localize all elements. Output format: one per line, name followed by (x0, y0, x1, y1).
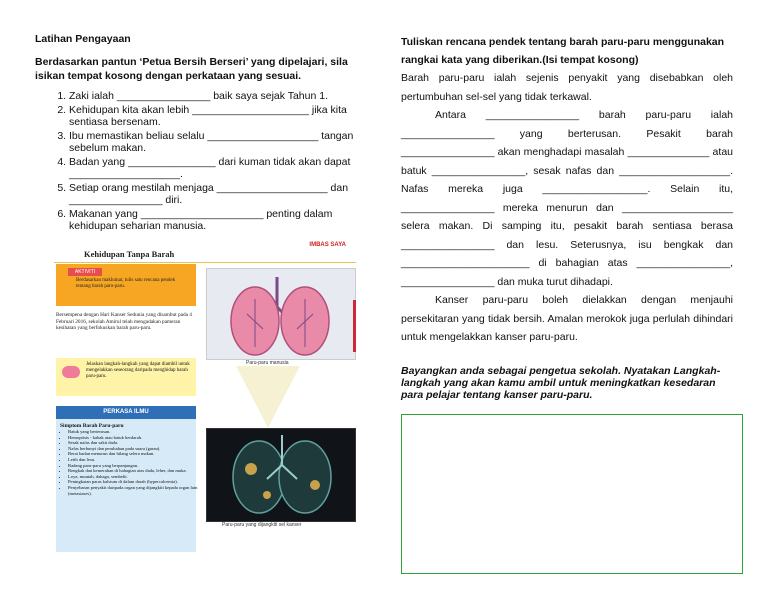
list-item: • Loya, muntah, dahaga, sembelit. (68, 474, 202, 480)
exercise-heading: Latihan Pengayaan (35, 33, 131, 45)
answer-box[interactable] (401, 414, 743, 574)
list-item: • Batuk yang berterusan. (68, 429, 202, 435)
caption-healthy-lungs: Paru-paru manusia (246, 360, 289, 366)
list-item: • Hemoptisis - kahak atau batuk berdarah. (68, 435, 202, 441)
brain-icon (62, 366, 80, 378)
activity-box (56, 264, 196, 306)
left-column (35, 33, 365, 234)
list-item: • Letih dan lesu. (68, 457, 202, 463)
textbook-title: Kehidupan Tanpa Barah (84, 249, 175, 259)
page-edge-marker (353, 300, 356, 352)
imbas-saya-label: IMBAS SAYA (309, 242, 346, 248)
activity-text: Berdasarkan maklumat, tulis satu rencana pendek tentang barah paru-paru. (76, 278, 176, 289)
list-item: • Berat badan menurun dan hilang selera makan. (68, 451, 202, 457)
article-paragraph-1: Barah paru-paru ialah sejenis penyakit yang disebabkan oleh pertumbuhan sel-sel yang tidak terkawal. (401, 72, 733, 103)
list-item: 2. Kehidupan kita akan lebih ____________________ jika kita sentiasa bersenam. (69, 104, 365, 129)
symptom-heading: Simptom Barah Paru-paru (60, 423, 124, 429)
textbook-page-image (54, 240, 356, 552)
textbook-paragraph: Bersempena dengan Hari Kanser Sedunia yang disambut pada 4 Februari 2016, sekolah Amirul telah mengadakan pameran kesihatan yang berfokuskan barah paru-paru. (56, 312, 192, 331)
list-item: • Bengkak dan kemerahan di bahagian atas dada, leher, dan muka. (68, 468, 202, 474)
question-text: Jelaskan langkah-langkah yang dapat diambil untuk mengelakkan seseorang daripada menghidap barah paru-paru. (86, 362, 190, 379)
list-item: 1. Zaki ialah ________________ baik saya sejak Tahun 1. (69, 90, 365, 103)
xray-lungs-icon (207, 429, 355, 521)
fill-blank-list (35, 90, 365, 233)
list-item: 6. Makanan yang _____________________ penting dalam kehidupan seharian manusia. (69, 208, 365, 233)
activity-badge: AKTIVITI (68, 268, 102, 276)
article-paragraph-3: Kanser paru-paru boleh dielakkan dengan menjauhi persekitaran yang tidak bersih. Amalan merokok juga perlulah dihindari untuk mengelakkan kanser paru-paru. (401, 294, 733, 343)
list-item: 4. Badan yang _______________ dari kuman tidak akan dapat ___________________. (69, 156, 365, 181)
perkasa-ilmu-box (56, 406, 196, 552)
list-item: • Peningkatan paras kalsium di dalam darah (hypercalcemia). (68, 479, 202, 485)
article-task-heading: Tuliskan rencana pendek tentang barah paru-paru menggunakan rangkai kata yang diberikan.(Isi tempat kosong) (401, 36, 725, 66)
list-item: • Nafas berbunyi dan perubahan pada suara (garau). (68, 446, 202, 452)
cancer-lungs-image (206, 428, 356, 522)
principal-task: Bayangkan anda sebagai pengetua sekolah. Nyatakan Langkah-langkah yang akan kamu ambil untuk meningkatkan kesedaran para pelajar tentang kanser paru-paru. (401, 364, 721, 401)
lungs-icon (207, 269, 355, 359)
article-paragraph-2: Antara ________________ barah paru-paru ialah ________________ yang berterusan. Pesakit barah ________________ akan menghadapi masalah ______________ atau batuk ________________, sesak nafas dan ___________________. Nafas mereka juga __________________. Selain itu, ________________ mereka menurun dan ___________________ selera makan. Di samping itu, pesakit barah sentiasa berasa ________________ dan lesu. Seterusnya, isu bengkak dan ______________________ di bahagian atas ________________, ________________ dan muka turut dihadapi. (401, 109, 733, 288)
healthy-lungs-image (206, 268, 356, 360)
list-item: 5. Setiap orang mestilah menjaga ___________________ dan ________________ diri. (69, 182, 365, 207)
list-item: 3. Ibu memastikan beliau selalu ___________________ tangan sebelum makan. (69, 130, 365, 155)
magnify-beam (236, 366, 300, 428)
caption-cancer-lungs: Paru-paru yang dijangkiti sel kanser (222, 522, 302, 528)
exercise-instruction: Berdasarkan pantun ‘Petua Bersih Berseri’ yang dipelajari, sila isikan tempat kosong dengan perkataan yang sesuai. (35, 56, 348, 82)
right-column (401, 33, 733, 401)
list-item: • Penyebaran penyakit daripada organ yang dijangkiti kepada organ lain (metastases). (68, 485, 202, 496)
question-box (56, 358, 196, 396)
perkasa-heading: PERKASA ILMU (56, 406, 196, 419)
symptom-list (60, 429, 202, 496)
list-item: • Sesak nafas dan sakit dada. (68, 440, 202, 446)
list-item: • Radang paru-paru yang berpanjangan. (68, 463, 202, 469)
